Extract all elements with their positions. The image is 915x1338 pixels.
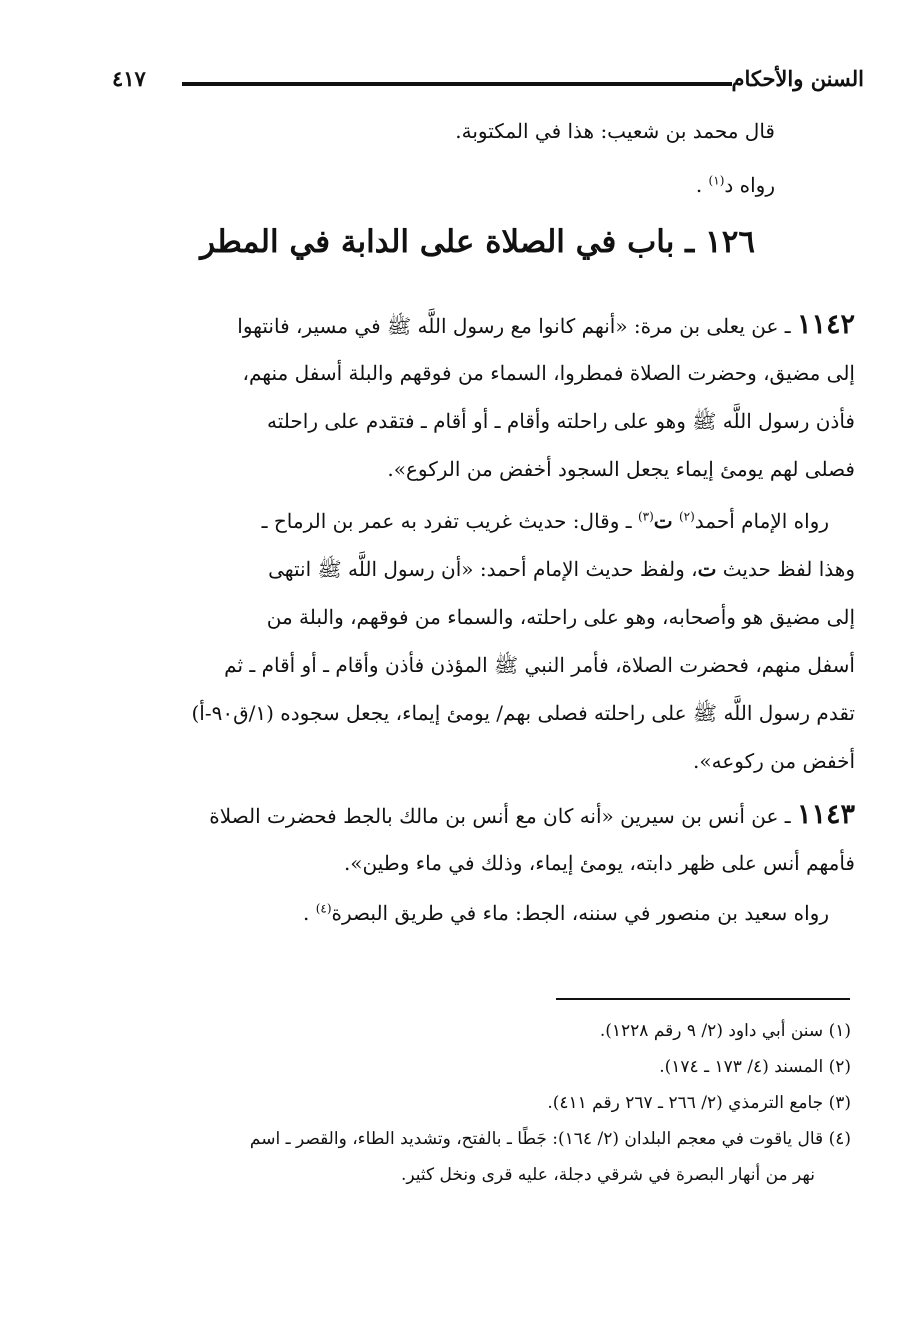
takhrij-text-2c: ، ولفظ حديث الإمام أحمد: «أن رسول اللَّه ﷺ انتهى	[268, 557, 698, 581]
takhrij-text-a: رواه الإمام أحمد	[694, 509, 829, 533]
hadith-1142-line-4: فصلى لهم يومئ إيماء يجعل السجود أخفض من الركوع».	[387, 457, 855, 481]
takhrij-text-5: تقدم رسول اللَّه ﷺ على راحلته فصلى بهم/ يومئ إيماء، يجعل سجوده	[280, 701, 855, 725]
hadith-1142-text-1: ـ عن يعلى بن مرة: «أنهم كانوا مع رسول اللَّه ﷺ في مسير، فانتهوا	[237, 314, 791, 338]
footnote-4-line-1: (٤) قال ياقوت في معجم البلدان (٢/ ١٦٤): جَطًا ـ بالفتح، وتشديد الطاء، والقصر ـ اسم	[249, 1129, 851, 1149]
header-rule	[182, 82, 732, 86]
takhrij-1142-line-3: إلى مضيق هو وأصحابه، وهو على راحلته، والسماء من فوقهم، والبلة من	[266, 605, 855, 629]
hadith-1143-text-1: ـ عن أنس بن سيرين «أنه كان مع أنس بن مالك بالجط فحضرت الصلاة	[209, 804, 791, 828]
hadith-1142-line-3: فأذن رسول اللَّه ﷺ وهو على راحلته وأقام ـ أو أقام ـ فتقدم على راحلته	[267, 409, 855, 433]
footnote-1: (١) سنن أبي داود (٢/ ٩ رقم ١٢٢٨).	[599, 1021, 851, 1041]
takhrij-1143-text: رواه سعيد بن منصور في سننه، الجط: ماء في طريق البصرة	[331, 901, 829, 925]
footnote-3: (٣) جامع الترمذي (٢/ ٢٦٦ ـ ٢٦٧ رقم ٤١١).	[547, 1093, 851, 1113]
footnote-ref-1: (١)	[708, 173, 725, 188]
takhrij-1143-line	[303, 898, 829, 928]
takhrij-1142-line-1	[262, 506, 829, 536]
footnote-ref-4: (٤)	[315, 901, 332, 916]
footnote-ref-2: (٢)	[678, 509, 695, 524]
intro-line-2	[696, 170, 775, 200]
siglum-t-2: ت	[697, 557, 717, 581]
hadith-number-1142: ١١٤٢	[796, 309, 855, 340]
takhrij-1143-end: .	[303, 901, 310, 925]
intro-text: رواه د	[724, 173, 775, 197]
intro-end: .	[695, 173, 703, 197]
footnote-separator	[556, 998, 850, 1000]
hadith-1142-line-2: إلى مضيق، وحضرت الصلاة فمطروا، السماء من فوقهم والبلة أسفل منهم،	[242, 361, 855, 385]
running-title: السنن والأحكام	[731, 66, 864, 91]
hadith-1143-line-1	[209, 800, 855, 831]
takhrij-text-c: ـ وقال: حديث غريب تفرد به عمر بن الرماح ـ	[261, 509, 632, 533]
takhrij-1142-line-6: أخفض من ركوعه».	[693, 749, 855, 773]
manuscript-folio-ref: (١/ق٩٠-أ)	[191, 701, 274, 725]
footnote-ref-3: (٣)	[637, 509, 654, 524]
chapter-heading: ١٢٦ ـ باب في الصلاة على الدابة في المطر	[200, 224, 755, 260]
takhrij-1142-line-2	[268, 554, 855, 584]
takhrij-1142-line-4: أسفل منهم، فحضرت الصلاة، فأمر النبي ﷺ المؤذن فأذن وأقام ـ أو أقام ـ ثم	[224, 653, 855, 677]
siglum-t: ت	[653, 509, 673, 533]
hadith-1142-line-1	[237, 310, 855, 341]
footnote-2: (٢) المسند (٤/ ١٧٣ ـ ١٧٤).	[659, 1057, 851, 1077]
hadith-number-1143: ١١٤٣	[796, 799, 855, 830]
takhrij-1142-line-5	[191, 698, 855, 728]
page-number: ٤١٧	[112, 66, 146, 91]
hadith-1143-line-2: فأمهم أنس على ظهر دابته، يومئ إيماء، وذلك في ماء وطين».	[343, 851, 855, 875]
takhrij-text-2a: وهذا لفظ حديث	[722, 557, 855, 581]
footnote-4-line-2: نهر من أنهار البصرة في شرقي دجلة، عليه قرى ونخل كثير.	[400, 1165, 815, 1185]
running-header	[112, 62, 864, 102]
intro-line-1: قال محمد بن شعيب: هذا في المكتوبة.	[455, 119, 775, 143]
